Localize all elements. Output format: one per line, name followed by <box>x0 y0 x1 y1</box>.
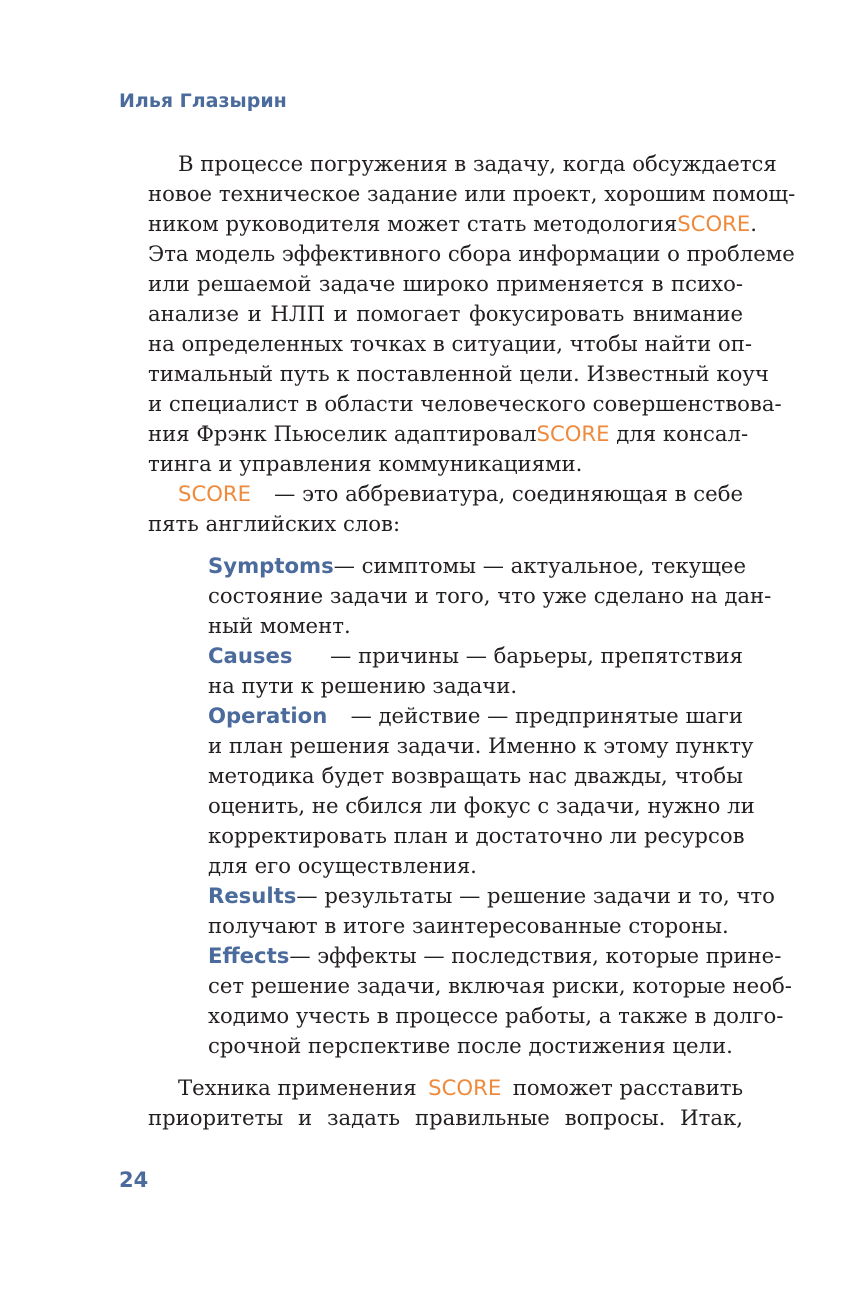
score-acronym: SCORE <box>536 421 610 446</box>
text-line <box>178 483 743 504</box>
text-line: для его осуществления. <box>208 853 477 878</box>
text-line: методика будет возвращать нас дважды, чтобы <box>208 763 743 788</box>
text-line: оценить, не сбился ли фокус с задачи, нужно ли <box>208 793 755 818</box>
text-line: и план решения задачи. Именно к этому пункту <box>208 733 754 758</box>
text-span: — причины — барьеры, препятствия <box>330 643 743 668</box>
term-label: Results <box>208 883 297 908</box>
text-span: ником руководителя может стать методология <box>148 211 678 236</box>
running-head-author: Илья Глазырин <box>119 90 287 112</box>
term-causes <box>208 645 743 666</box>
text-line: сет решение задачи, включая риски, которые необ- <box>208 973 792 998</box>
text-line: новое техническое задание или проект, хорошим помощ- <box>148 181 796 206</box>
text-line: Эта модель эффективного сбора информации о проблеме <box>148 241 795 266</box>
term-label: Causes <box>208 643 293 668</box>
text-span: — симптомы — актуальное, текущее <box>333 553 746 578</box>
text-span: — результаты — решение задачи и то, что <box>296 883 775 908</box>
text-line: пять английских слов: <box>148 511 401 536</box>
text-span: — эффекты — последствия, которые прине- <box>289 943 782 968</box>
score-acronym: SCORE <box>428 1075 502 1100</box>
text-span: поможет расставить <box>512 1075 743 1100</box>
text-line: ный момент. <box>208 613 351 638</box>
text-span: ния Фрэнк Пьюселик адаптировал <box>148 421 537 446</box>
text-span: Техника применения <box>178 1075 417 1100</box>
text-span: . <box>750 211 757 236</box>
text-span: — это аббревиатура, соединяющая в себе <box>274 481 743 506</box>
text-line <box>148 421 749 446</box>
term-effects <box>208 943 782 968</box>
term-results <box>208 883 775 908</box>
text-line: на определенных точках в ситуации, чтобы найти оп- <box>148 331 753 356</box>
text-line: на пути к решению задачи. <box>208 673 518 698</box>
term-symptoms <box>208 553 746 578</box>
text-span: — действие — предпринятые шаги <box>350 703 743 728</box>
score-acronym: SCORE <box>178 481 252 506</box>
term-label: Symptoms <box>208 553 334 578</box>
page-number: 24 <box>119 1168 149 1192</box>
term-label: Effects <box>208 943 290 968</box>
text-line <box>178 1077 743 1098</box>
text-line: приоритеты и задать правильные вопросы. Итак, <box>148 1105 743 1130</box>
text-line: срочной перспективе после достижения цели. <box>208 1033 733 1058</box>
text-line: ходимо учесть в процессе работы, а также в долго- <box>208 1003 784 1028</box>
term-operation <box>208 705 743 726</box>
text-line: и специалист в области человеческого совершенствова- <box>148 391 782 416</box>
text-span <box>537 423 749 444</box>
text-line: тимальный путь к поставленной цели. Известный коуч <box>148 361 769 386</box>
text-line: тинга и управления коммуникациями. <box>148 451 583 476</box>
text-line: получают в итоге заинтересованные стороны. <box>208 913 729 938</box>
score-acronym: SCORE <box>677 211 751 236</box>
text-line <box>148 211 757 236</box>
term-label: Operation <box>208 703 328 728</box>
text-line: корректировать план и достаточно ли ресурсов <box>208 823 745 848</box>
text-span: для консал- <box>609 421 749 446</box>
text-span <box>677 213 757 234</box>
text-line: анализе и НЛП и помогает фокусировать внимание <box>148 301 743 326</box>
text-line: или решаемой задаче широко применяется в психо- <box>148 271 743 296</box>
text-line: состояние задачи и того, что уже сделано на дан- <box>208 583 772 608</box>
text-line: В процессе погружения в задачу, когда обсуждается <box>178 151 777 176</box>
